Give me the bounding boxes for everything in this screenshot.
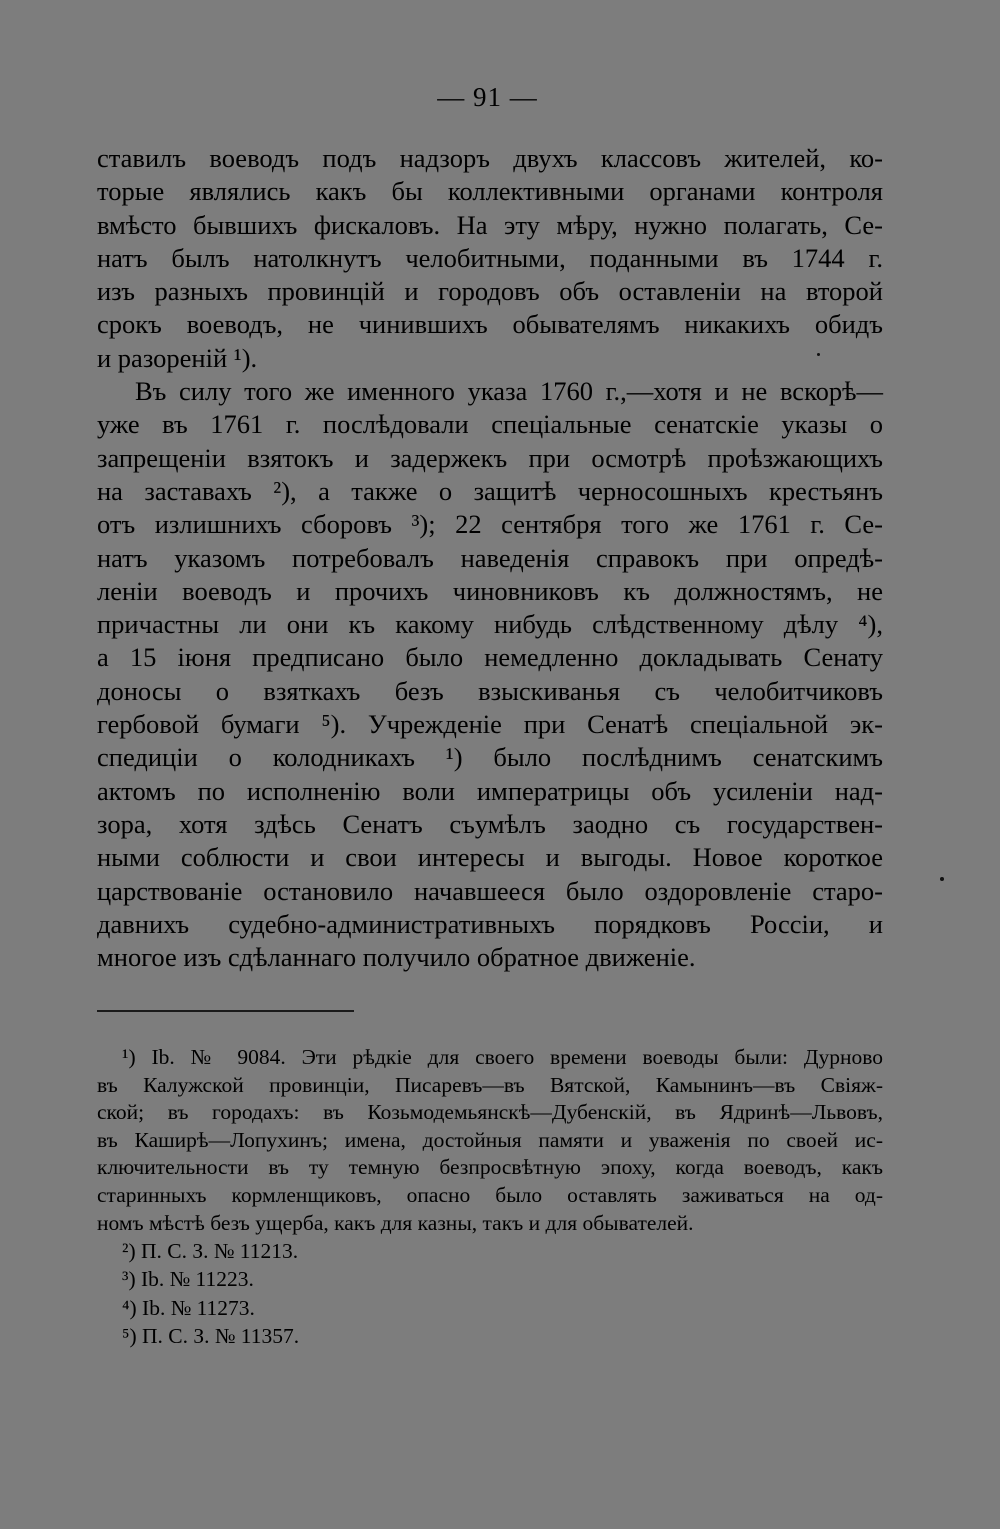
main-text xyxy=(97,142,883,974)
text-line: зора, хотя здѣсь Сенатъ съумѣлъ заодно съ государствен- xyxy=(97,808,883,839)
text-line: уже въ 1761 г. послѣдовали спеціальные сенатскіе указы о xyxy=(97,409,883,440)
scan-speck xyxy=(940,877,944,881)
text-line: Въ силу того же именного указа 1760 г.,—хотя и не вскорѣ— xyxy=(135,376,883,407)
text-line: царствованіе остановило начавшееся было оздоровленіе старо- xyxy=(97,875,883,906)
footnote-1-line: въ Каширѣ—Лопухинъ; имена, достойныя памяти и уваженія по своей ис- xyxy=(97,1127,883,1152)
footnote-1-line: ¹) Ib. № 9084. Эти рѣдкіе для своего времени воеводы были: Дурново xyxy=(122,1045,883,1069)
footnote-3: ³) Ib. № 11223. xyxy=(122,1267,254,1292)
text-line: ставилъ воеводъ подъ надзоръ двухъ классовъ жителей, ко- xyxy=(97,143,883,173)
footnote-1-line: номъ мѣстѣ безъ ущерба, какъ для казны, такъ и для обывателей. xyxy=(97,1210,694,1235)
text-line: а 15 іюня предписано было немедленно докладывать Сенату xyxy=(97,642,883,673)
text-line: давнихъ судебно-административныхъ порядковъ Россіи, и xyxy=(97,908,883,939)
text-line: срокъ воеводъ, не чинившихъ обывателямъ никакихъ обидъ xyxy=(97,309,883,340)
text-line: отъ излишнихъ сборовъ ³); 22 сентября того же 1761 г. Се- xyxy=(97,509,883,540)
text-line: ными соблюсти и свои интересы и выгоды. Новое короткое xyxy=(97,842,883,873)
text-line: запрещеніи взятокъ и задержекъ при осмотрѣ проѣзжающихъ xyxy=(97,442,883,473)
footnote-4: ⁴) Ib. № 11273. xyxy=(122,1295,255,1320)
footnote-divider xyxy=(97,1010,354,1012)
text-line: торые являлись какъ бы коллективными органами контроля xyxy=(97,176,883,207)
text-line: на заставахъ ²), а также о защитѣ черносошныхъ крестьянъ xyxy=(97,475,883,506)
text-line: актомъ по исполненію воли императрицы объ усиленіи над- xyxy=(97,775,883,806)
page-number: — 91 — xyxy=(437,82,538,112)
footnotes xyxy=(97,1044,883,1350)
text-line: причастны ли они къ какому нибудь слѣдственному дѣлу ⁴), xyxy=(97,609,883,640)
footnote-1-line: въ Калужской провинціи, Писаревъ—въ Вятской, Камынинъ—въ Свіяж- xyxy=(97,1072,883,1097)
footnote-5: ⁵) П. С. З. № 11357. xyxy=(122,1323,300,1348)
footnote-1-line: старинныхъ кормленщиковъ, опасно было оставлять заживаться на од- xyxy=(97,1182,883,1207)
text-line: натъ былъ натолкнутъ челобитными, поданными въ 1744 г. xyxy=(97,242,883,273)
scan-speck xyxy=(817,353,820,356)
text-line: и разореній ¹). xyxy=(97,342,258,373)
text-line: изъ разныхъ провинцій и городовъ объ оставленіи на второй xyxy=(97,276,883,307)
text-line: спедиціи о колодникахъ ¹) было послѣднимъ сенатскимъ xyxy=(97,742,883,773)
footnote-1-line: ской; въ городахъ: въ Козьмодемьянскѣ—Дубенскій, въ Ядринѣ—Львовъ, xyxy=(97,1100,883,1125)
footnote-2: ²) П. С. З. № 11213. xyxy=(122,1239,299,1264)
text-line: гербовой бумаги ⁵). Учрежденіе при Сенатѣ спеціальной эк- xyxy=(97,709,883,740)
footnote-1-line: ключительности въ ту темную безпросвѣтную эпоху, когда воеводъ, какъ xyxy=(97,1155,883,1180)
text-line: вмѣсто бывшихъ фискаловъ. На эту мѣру, нужно полагать, Се- xyxy=(97,209,883,240)
text-line: натъ указомъ потребовалъ наведенія справокъ при опредѣ- xyxy=(97,542,883,573)
text-line: леніи воеводъ и прочихъ чиновниковъ къ должностямъ, не xyxy=(97,575,883,606)
text-line: доносы о взяткахъ безъ взыскиванья съ челобитчиковъ xyxy=(97,675,883,706)
text-line: многое изъ сдѣланнаго получило обратное движеніе. xyxy=(97,942,696,973)
